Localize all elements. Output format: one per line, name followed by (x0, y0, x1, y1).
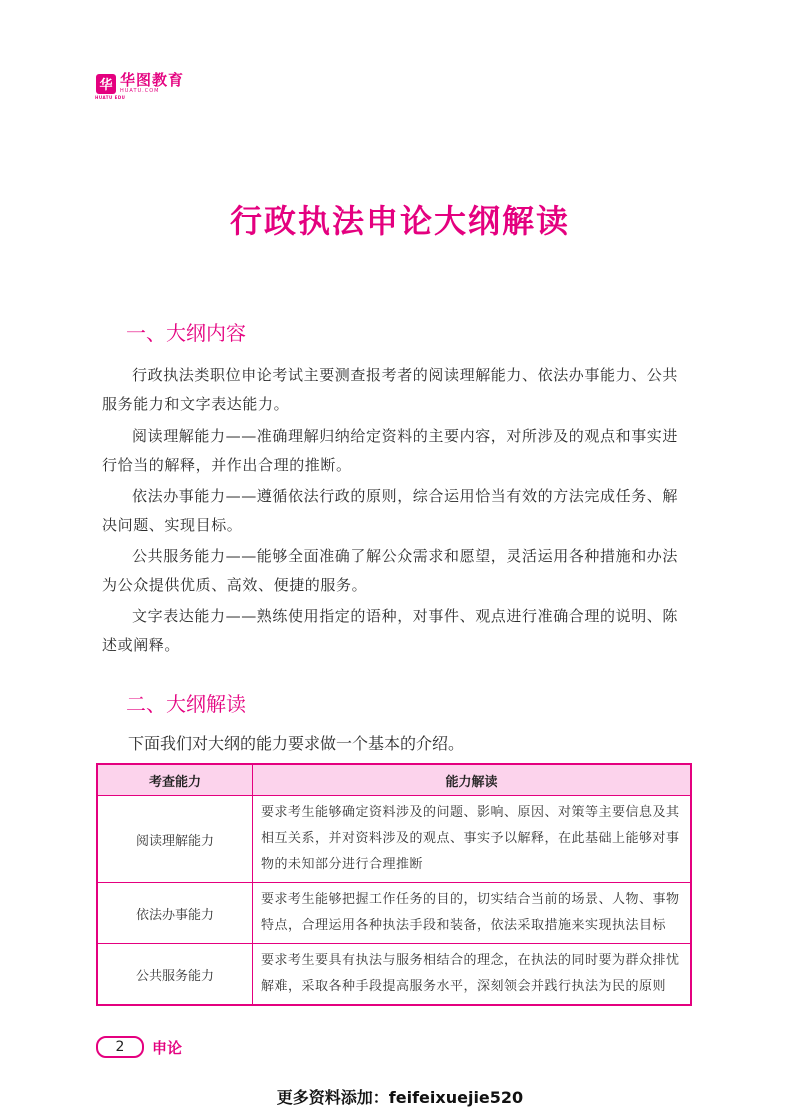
table-header-row (97, 764, 691, 796)
logo-name: 华图教育 (120, 71, 185, 89)
table-cell-ability-desc: 要求考生要具有执法与服务相结合的理念，在执法的同时要为群众排忧解难，采取各种手段提高服务水平，深刻领会并践行执法为民的原则 (253, 944, 692, 1006)
logo-mark-icon (95, 74, 126, 100)
table-cell-ability-desc: 要求考生能够确定资料涉及的问题、影响、原因、对策等主要信息及其相互关系，并对资料涉及的观点、事实予以解释，在此基础上能够对事物的未知部分进行合理推断 (253, 796, 692, 883)
paragraph-overview: 行政执法类职位申论考试主要测查报考者的阅读理解能力、依法办事能力、公共服务能力和文字表达能力。 (102, 366, 679, 413)
table-row (97, 944, 691, 1006)
page-title: 行政执法申论大纲解读 (229, 202, 570, 240)
table-cell-ability-name: 公共服务能力 (97, 944, 253, 1006)
watermark-text: 更多资料添加：feifeixuejie520 (276, 1088, 524, 1107)
section-heading-outline-interpretation: 二、大纲解读 (126, 692, 246, 716)
logo-mark-glyph: 华 (99, 78, 113, 93)
logo-mark-caption: HUATU EDU (95, 94, 126, 100)
paragraph-service: 公共服务能力——能够全面准确了解公众需求和愿望，灵活运用各种措施和办法为公众提供优质、高效、便捷的服务。 (102, 547, 679, 594)
table-row (97, 883, 691, 944)
table-header-interpretation: 能力解读 (253, 764, 692, 796)
page-footer (96, 1036, 182, 1058)
table-cell-ability-desc: 要求考生能够把握工作任务的目的，切实结合当前的场景、人物、事物特点，合理运用各种执法手段和装备，依法采取措施来实现执法目标 (253, 883, 692, 944)
table-row (97, 796, 691, 883)
section-heading-outline-content: 一、大纲内容 (126, 321, 246, 345)
intro-sentence: 下面我们对大纲的能力要求做一个基本的介绍。 (128, 734, 465, 753)
ability-table (96, 763, 692, 1006)
table-cell-ability-name: 依法办事能力 (97, 883, 253, 944)
table-header-ability: 考查能力 (97, 764, 253, 796)
paragraph-writing: 文字表达能力——熟练使用指定的语种，对事件、观点进行准确合理的说明、陈述或阐释。 (102, 607, 679, 654)
logo-sub: HUATU.COM (120, 88, 160, 94)
table-cell-ability-name: 阅读理解能力 (97, 796, 253, 883)
footer-label: 申论 (152, 1038, 183, 1057)
logo-text (120, 73, 184, 94)
huatu-logo (95, 71, 185, 100)
paragraph-law: 依法办事能力——遵循依法行政的原则，综合运用恰当有效的方法完成任务、解决问题、实现目标。 (102, 487, 679, 534)
page-number: 2 (96, 1036, 144, 1058)
paragraph-reading: 阅读理解能力——准确理解归纳给定资料的主要内容，对所涉及的观点和事实进行恰当的解释，并作出合理的推断。 (102, 427, 679, 474)
